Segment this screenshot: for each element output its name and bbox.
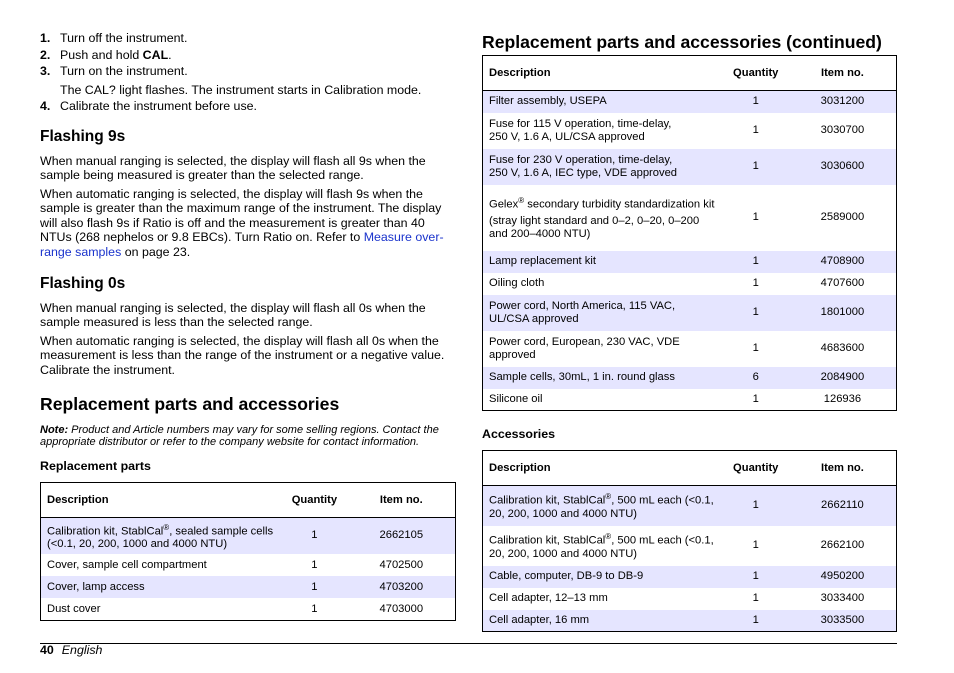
description-header: Description [483, 451, 723, 486]
table-row [483, 273, 897, 295]
description-cell [483, 610, 723, 632]
description-line: Silicone oil [489, 392, 543, 405]
quantity-header: Quantity [723, 56, 789, 91]
item-number-cell: 4707600 [820, 277, 865, 289]
paragraph-text-end: on page 23. [121, 245, 191, 260]
right-column [482, 30, 897, 632]
table-row [483, 526, 897, 566]
table-row [41, 598, 456, 620]
step-bold-text: CAL [142, 47, 169, 62]
item-number-cell: 2662110 [789, 486, 897, 526]
step-text: Calibrate the instrument before use. [60, 99, 257, 113]
table-row [483, 610, 897, 632]
replacement-parts-subheading: Replacement parts [40, 458, 151, 473]
description-text: Calibration kit, StablCal [489, 495, 606, 508]
quantity-cell: 1 [723, 149, 789, 185]
table-row [483, 91, 897, 113]
step-number: 1. [40, 31, 51, 45]
table-row [483, 251, 897, 273]
table-row [41, 576, 456, 598]
flashing-9s-paragraph-2 [40, 187, 456, 260]
description-text-end: , sealed sample cells (<0.1, 20, 200, 1000 and 4000 NTU) [47, 525, 274, 551]
description-note: (stray light standard and 0–2, 0–20, 0–200 and 200–4000 NTU) [489, 215, 700, 241]
item-number-cell: 3031200 [789, 91, 897, 113]
description-cell [483, 295, 723, 331]
description-cell [483, 149, 723, 185]
step-3 [40, 63, 456, 80]
table-header-row [41, 482, 456, 517]
description-cell [483, 113, 723, 149]
table-row [483, 486, 897, 526]
description-text-end: secondary turbidity standardization kit [524, 198, 715, 211]
description-cell [483, 273, 723, 295]
measure-over-range-link[interactable]: Measure over-range samples [40, 230, 444, 260]
quantity-cell: 1 [723, 566, 789, 588]
item-number-cell: 4703000 [379, 602, 424, 615]
item-number-cell: 3033400 [820, 592, 865, 604]
description-line: Fuse for 115 V operation, time-delay, [489, 117, 672, 130]
left-column [40, 30, 456, 621]
item-number-cell: 126936 [823, 392, 862, 405]
item-number-cell: 2662100 [820, 539, 865, 551]
registered-mark: ® [163, 522, 170, 532]
description-text-end: , 500 mL each (<0.1, 20, 200, 1000 and 4000 NTU) [489, 534, 714, 560]
quantity-cell: 1 [752, 342, 759, 354]
accessories-heading: Accessories [482, 427, 556, 441]
flashing-9s-paragraph-1: When manual ranging is selected, the display will flash all 9s when the sample being measured is greater than the selected range. [40, 153, 426, 183]
item-number-cell: 3030700 [820, 124, 865, 136]
step-number: 2. [40, 47, 51, 62]
item-number-cell: 2589000 [820, 211, 865, 223]
description-cell [41, 554, 282, 576]
footer-divider [40, 643, 897, 644]
step-text-end: . [168, 47, 172, 62]
quantity-cell: 1 [723, 486, 789, 526]
description-cell [483, 331, 723, 367]
note-text: Product and Article numbers may vary for some selling regions. Contact the appropriate distributor or refer to the company website for contact information. [40, 423, 439, 449]
step-text: Turn off the instrument. [60, 31, 188, 45]
item-number-cell: 2084900 [789, 367, 897, 389]
note-label: Note: [40, 423, 69, 436]
accessories-table [482, 450, 897, 632]
quantity-cell: 1 [752, 211, 759, 223]
description-text: Calibration kit, StablCal [489, 534, 606, 547]
step-1 [40, 30, 456, 47]
procedure-steps [40, 30, 456, 115]
flashing-9s-heading: Flashing 9s [40, 127, 126, 145]
item-number-cell: 4703200 [348, 576, 456, 598]
quantity-cell: 1 [752, 277, 759, 289]
description-text: Cover, lamp access [47, 580, 145, 593]
quantity-cell: 1 [281, 576, 347, 598]
item-header: Item no. [348, 482, 456, 517]
step-text: Turn on the instrument. [60, 64, 188, 78]
replacement-parts-body [41, 517, 456, 620]
item-number-cell: 1801000 [789, 295, 897, 331]
quantity-cell: 1 [723, 295, 789, 331]
step-number: 4. [40, 99, 51, 113]
step-result-text: The CAL? light flashes. The instrument starts in Calibration mode. [60, 82, 422, 97]
footer-language: English [61, 643, 103, 657]
paragraph-text: When automatic ranging is selected, the display will flash 9s when the sample is greater than the maximum range of the instrument. The display will also flash 9s if Ratio is off and the measurement is greater than 40 NTUs (268 nephelos or 9.8 EBCs). Turn Ratio on. Refer to [40, 186, 442, 245]
table-row [41, 517, 456, 554]
step-text: Push and hold [60, 47, 143, 62]
description-text: Cover, sample cell compartment [47, 558, 207, 571]
item-number-cell: 3033500 [789, 610, 897, 632]
registered-mark: ® [605, 532, 612, 542]
table-row [483, 113, 897, 149]
description-text: Gelex [489, 198, 519, 211]
description-cell [483, 91, 723, 113]
description-text: Calibration kit, StablCal [47, 525, 164, 538]
quantity-cell: 1 [311, 602, 318, 615]
table-row [483, 367, 897, 389]
item-number-cell: 4702500 [379, 558, 424, 571]
description-text: Dust cover [47, 602, 101, 615]
description-cell [483, 367, 723, 389]
quantity-cell: 6 [723, 367, 789, 389]
table-header-row [483, 451, 897, 486]
table-row [483, 185, 897, 251]
quantity-cell: 1 [723, 610, 789, 632]
description-cell [483, 389, 723, 411]
description-cell [483, 486, 723, 526]
quantity-cell: 1 [752, 392, 759, 405]
description-line: Lamp replacement kit [489, 255, 596, 267]
table-header-row [483, 56, 897, 91]
table-row [41, 554, 456, 576]
description-cell [41, 517, 282, 554]
quantity-cell: 1 [281, 517, 347, 554]
continued-heading: Replacement parts and accessories (continued) [482, 32, 882, 52]
description-cell [483, 251, 723, 273]
table-row [483, 295, 897, 331]
description-line: Power cord, European, 230 VAC, VDE [489, 335, 680, 348]
description-header: Description [41, 482, 282, 517]
quantity-cell: 1 [752, 592, 759, 604]
registered-mark: ® [518, 195, 525, 205]
description-cell [483, 185, 723, 251]
description-cell [41, 598, 282, 620]
description-cell [483, 526, 723, 566]
replacement-parts-continued-table [482, 55, 897, 411]
quantity-cell: 1 [723, 91, 789, 113]
description-cell [483, 588, 723, 610]
page-number: 40 [40, 643, 54, 657]
item-number-cell: 4708900 [789, 251, 897, 273]
description-text-end: , 500 mL each (<0.1, 20, 200, 1000 and 4000 NTU) [489, 495, 714, 521]
quantity-header: Quantity [723, 451, 789, 486]
description-text: Cell adapter, 16 mm [489, 613, 590, 626]
item-header: Item no. [789, 56, 897, 91]
description-line: Filter assembly, USEPA [489, 95, 607, 108]
item-number-cell: 3030600 [789, 149, 897, 185]
item-number-cell: 4950200 [789, 566, 897, 588]
step-number: 3. [40, 64, 51, 78]
description-text: Cable, computer, DB-9 to DB-9 [489, 570, 644, 582]
description-line: 250 V, 1.6 A, IEC type, VDE approved [489, 166, 678, 179]
description-line: Oiling cloth [489, 277, 545, 289]
quantity-header: Quantity [281, 482, 347, 517]
registered-mark: ® [605, 492, 612, 502]
description-line: Fuse for 230 V operation, time-delay, [489, 153, 673, 166]
table-row [483, 389, 897, 411]
replacement-parts-continued-body [483, 91, 897, 411]
replacement-parts-table [40, 482, 456, 621]
description-line: approved [489, 348, 536, 361]
accessories-body [483, 486, 897, 632]
quantity-cell: 1 [723, 251, 789, 273]
step-4 [40, 98, 456, 115]
table-row [483, 566, 897, 588]
item-header: Item no. [789, 451, 897, 486]
replacement-parts-heading: Replacement parts and accessories [40, 393, 340, 414]
table-row [483, 588, 897, 610]
step-2 [40, 47, 456, 64]
table-row [483, 331, 897, 367]
description-header: Description [483, 56, 723, 91]
page-footer [40, 643, 102, 657]
description-line: UL/CSA approved [489, 312, 579, 325]
quantity-cell: 1 [752, 539, 759, 551]
description-line [489, 194, 717, 212]
description-line: 250 V, 1.6 A, UL/CSA approved [489, 130, 645, 143]
description-line: Sample cells, 30mL, 1 in. round glass [489, 371, 675, 383]
flashing-0s-paragraph-1: When manual ranging is selected, the display will flash all 0s when the sample measured is less than the selected range. [40, 300, 426, 330]
description-text: Cell adapter, 12–13 mm [489, 592, 608, 604]
description-line: Power cord, North America, 115 VAC, [489, 299, 676, 312]
quantity-cell: 1 [311, 558, 318, 571]
quantity-cell: 1 [752, 124, 759, 136]
description-cell [483, 566, 723, 588]
flashing-0s-heading: Flashing 0s [40, 274, 126, 292]
table-row [483, 149, 897, 185]
step-3-result [40, 82, 456, 99]
flashing-0s-paragraph-2: When automatic ranging is selected, the display will flash all 0s when the measurement is less than the range of the instrument or a negative value. Calibrate the instrument. [40, 333, 445, 378]
item-number-cell: 2662105 [348, 517, 456, 554]
item-number-cell: 4683600 [820, 342, 865, 354]
note [40, 424, 456, 449]
description-cell [41, 576, 282, 598]
